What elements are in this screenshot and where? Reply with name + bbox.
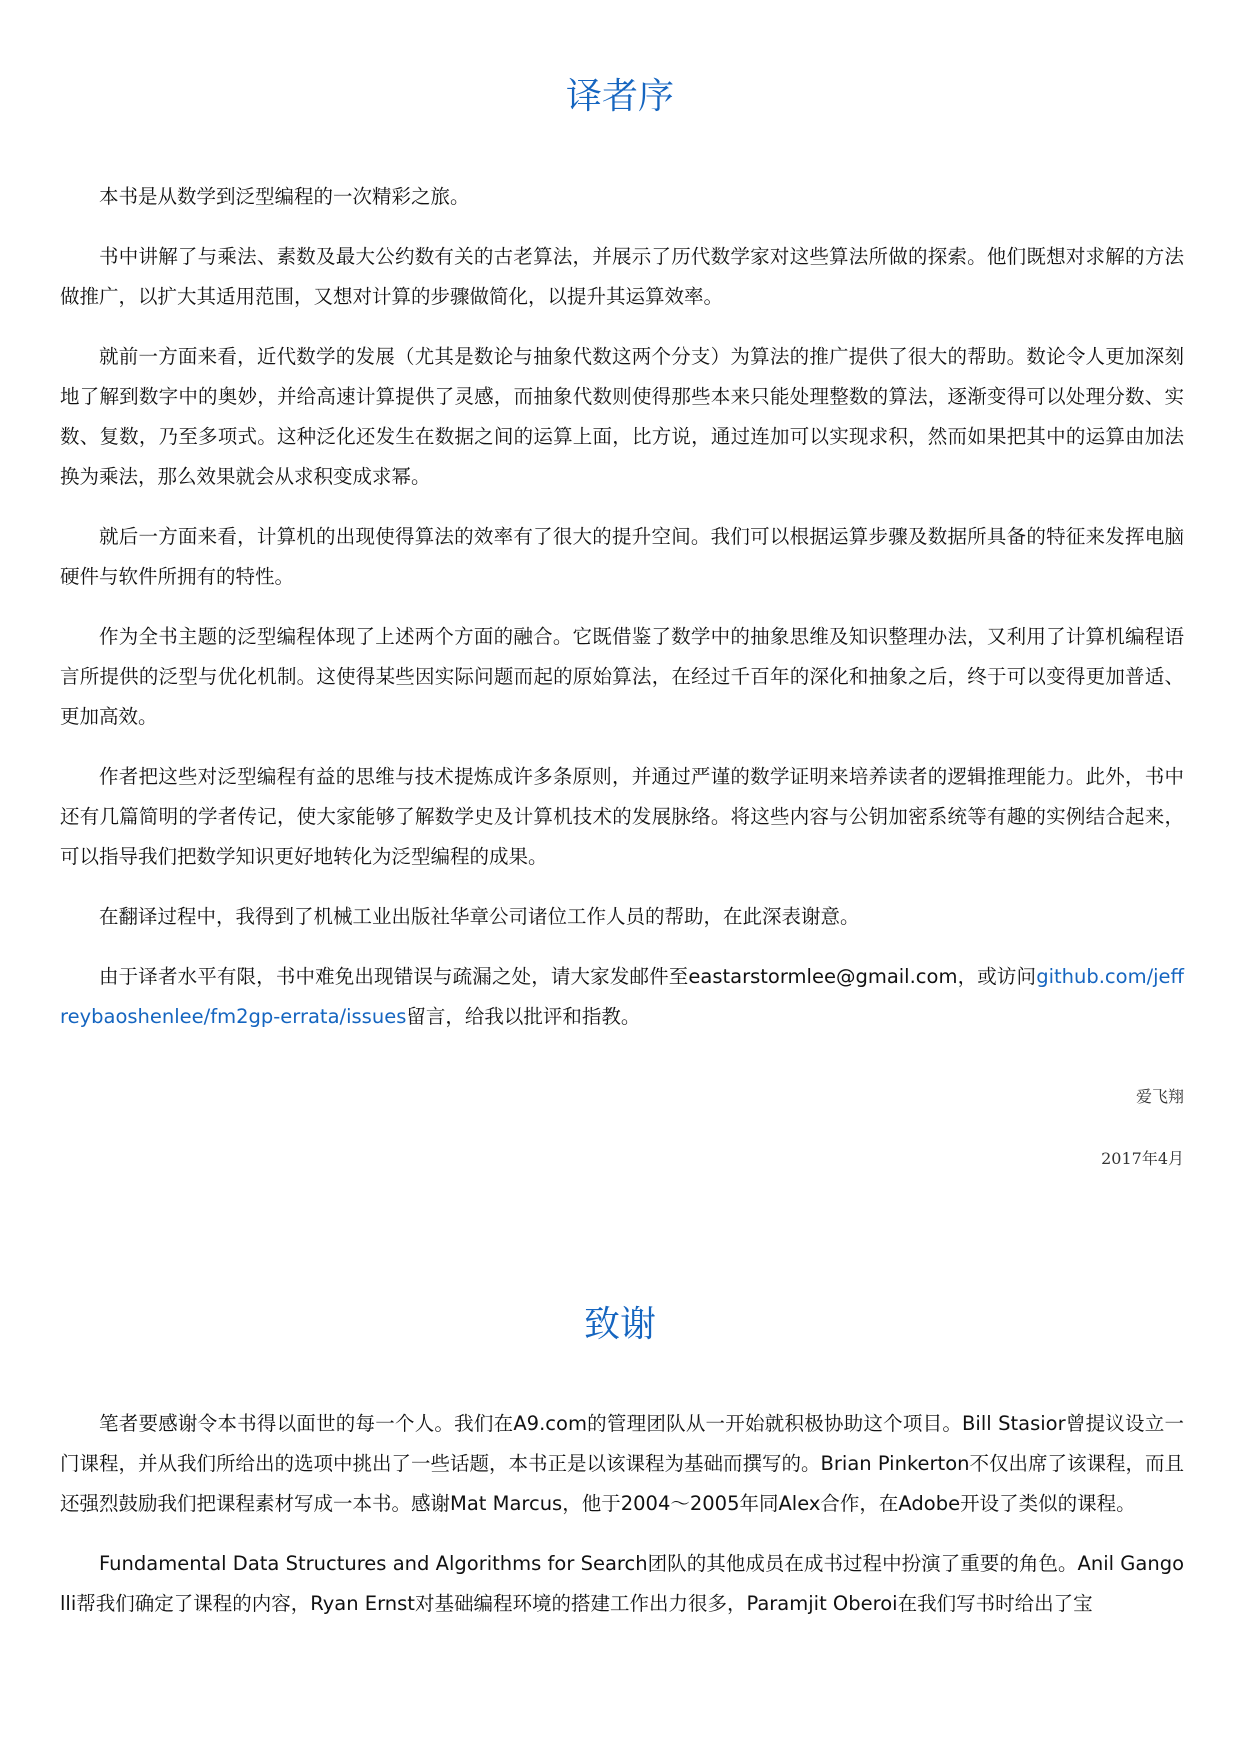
acknowledgments-body bbox=[60, 1404, 1184, 1644]
contact-text: 由于译者水平有限，书中难免出现错误与疏漏之处，请大家发邮件至eastarstormlee@gmail.com，或访问 bbox=[99, 965, 1037, 988]
preface-title: 译者序 bbox=[565, 76, 674, 117]
preface-paragraph: 就后一方面来看，计算机的出现使得算法的效率有了很大的提升空间。我们可以根据运算步骤及数据所具备的特征来发挥电脑硬件与软件所拥有的特性。 bbox=[60, 525, 1184, 588]
preface-body bbox=[60, 177, 1184, 1057]
preface-paragraph: 在翻译过程中，我得到了机械工业出版社华章公司诸位工作人员的帮助，在此深表谢意。 bbox=[99, 905, 860, 928]
preface-paragraph: 作者把这些对泛型编程有益的思维与技术提炼成许多条原则，并通过严谨的数学证明来培养读者的逻辑推理能力。此外，书中还有几篇简明的学者传记，使大家能够了解数学史及计算机技术的发展脉络。将这些内容与公钥加密系统等有趣的实例结合起来，可以指导我们把数学知识更好地转化为泛型编程的成果。 bbox=[60, 765, 1184, 868]
preface-paragraph-contact bbox=[60, 957, 1184, 1037]
preface-paragraph: 就前一方面来看，近代数学的发展（尤其是数论与抽象代数这两个分支）为算法的推广提供了很大的帮助。数论令人更加深刻地了解到数字中的奥妙，并给高速计算提供了灵感，而抽象代数则使得那些本来只能处理整数的算法，逐渐变得可以处理分数、实数、复数，乃至多项式。这种泛化还发生在数据之间的运算上面，比方说，通过连加可以实现求积，然而如果把其中的运算由加法换为乘法，那么效果就会从求积变成求幂。 bbox=[60, 345, 1184, 488]
preface-paragraph: 作为全书主题的泛型编程体现了上述两个方面的融合。它既借鉴了数学中的抽象思维及知识整理办法，又利用了计算机编程语言所提供的泛型与优化机制。这使得某些因实际问题而起的原始算法，在经过千百年的深化和抽象之后，终于可以变得更加普适、更加高效。 bbox=[60, 625, 1184, 728]
translator-signature: 爱飞翔 bbox=[1135, 1087, 1184, 1106]
preface-paragraph: 本书是从数学到泛型编程的一次精彩之旅。 bbox=[99, 185, 470, 208]
contact-text-tail: 留言，给我以批评和指教。 bbox=[406, 1005, 641, 1028]
signature-date: 2017年4月 bbox=[1101, 1149, 1184, 1168]
acknowledgments-paragraph: 笔者要感谢令本书得以面世的每一个人。我们在A9.com的管理团队从一开始就积极协助这个项目。Bill Stasior曾提议设立一门课程，并从我们所给出的选项中挑出了一些话题，本书正是以该课程为基础而撰写的。Brian Pinkerton不仅出席了该课程，而且还强烈鼓励我们把课程素材写成一本书。感谢Mat Marcus，他于2004～2005年同Alex合作，在Adobe开设了类似的课程。 bbox=[60, 1412, 1184, 1515]
acknowledgments-paragraph: Fundamental Data Structures and Algorithms for Search团队的其他成员在成书过程中扮演了重要的角色。Anil Gangolli帮我们确定了课程的内容，Ryan Ernst对基础编程环境的搭建工作出力很多，Paramjit Oberoi在我们写书时给出了宝 bbox=[60, 1552, 1184, 1615]
errata-link[interactable]: github.com/jeffreybaoshenlee/fm2gp-errata/issues bbox=[60, 965, 1184, 1028]
acknowledgments-title: 致谢 bbox=[583, 1304, 656, 1345]
preface-paragraph: 书中讲解了与乘法、素数及最大公约数有关的古老算法，并展示了历代数学家对这些算法所做的探索。他们既想对求解的方法做推广，以扩大其适用范围，又想对计算的步骤做简化，以提升其运算效率。 bbox=[60, 245, 1184, 308]
